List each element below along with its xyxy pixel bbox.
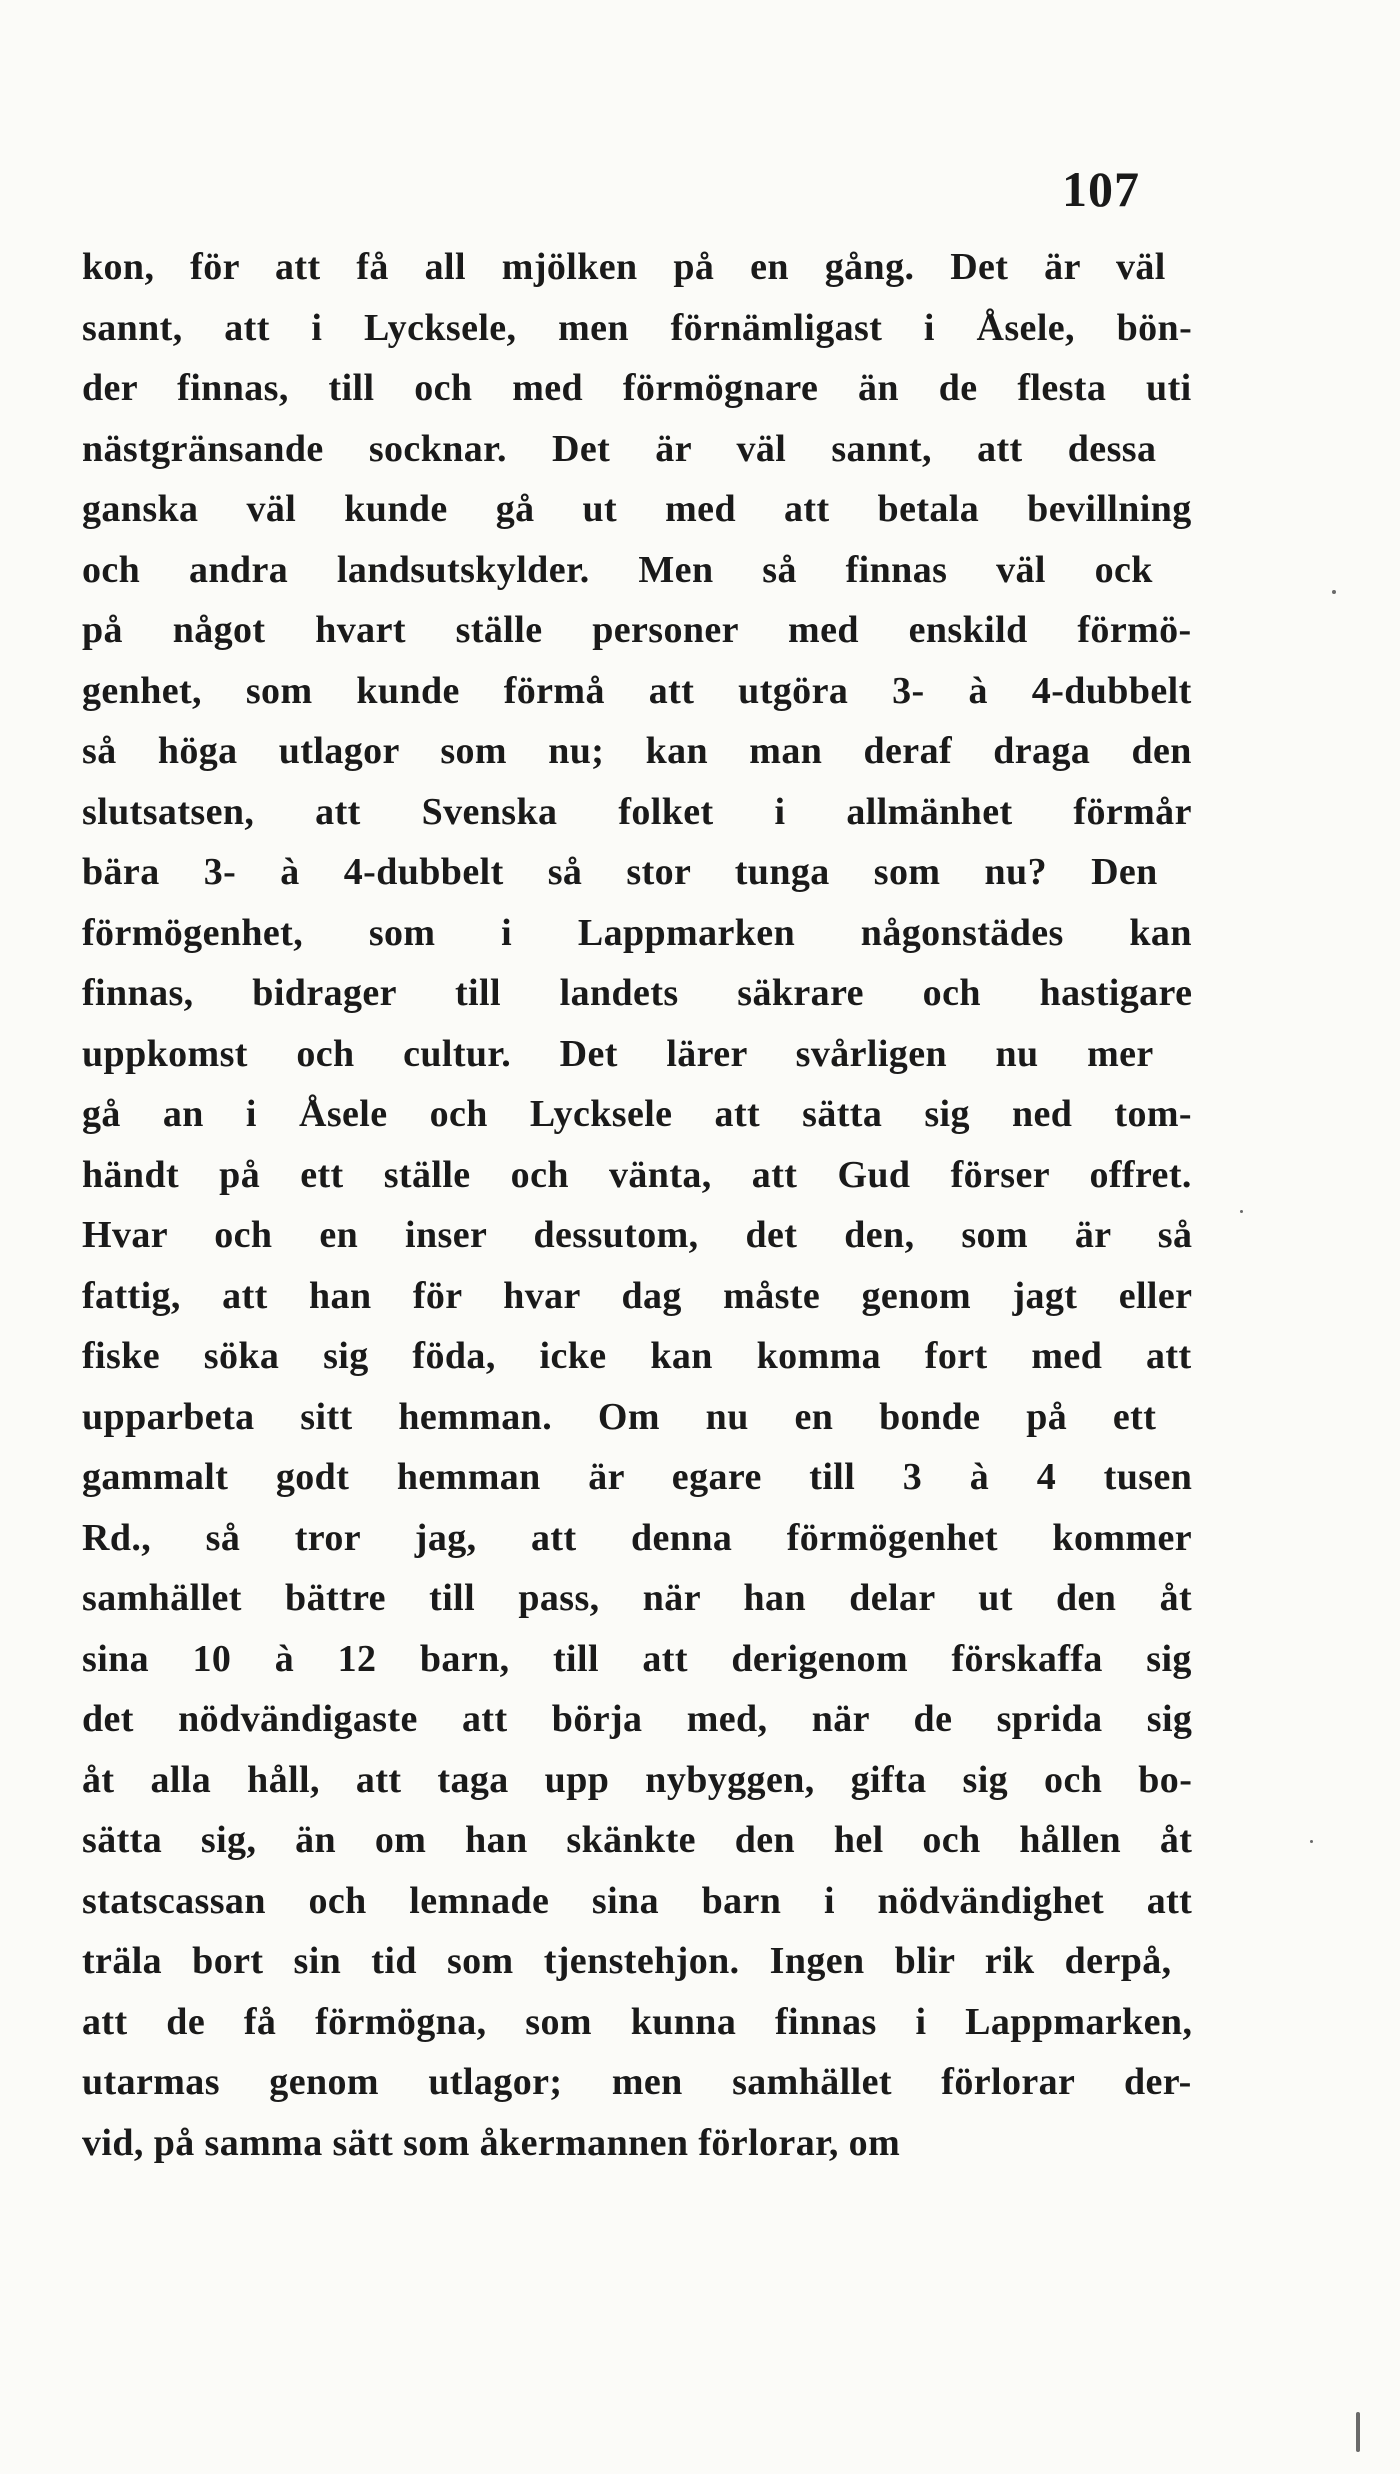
text-line: gammalt godt hemman är egare till 3 à 4 tusen	[82, 1456, 1193, 1498]
text-line: samhället bättre till pass, när han delar ut den åt	[82, 1577, 1193, 1619]
page-number: 107	[1062, 161, 1140, 217]
text-line: Hvar och en inser dessutom, det den, som är så	[82, 1214, 1193, 1256]
scan-speck	[1310, 1840, 1313, 1843]
text-line: sannt, att i Lycksele, men förnämligast i Åsele, bön-	[82, 306, 1193, 349]
text-line: kon, för att få all mjölken på en gång. Det är väl	[82, 246, 1166, 288]
scan-speck	[1332, 590, 1336, 594]
text-line: upparbeta sitt hemman. Om nu en bonde på ett	[82, 1395, 1157, 1438]
text-line: förmögenhet, som i Lappmarken någonstädes kan	[82, 911, 1192, 954]
scan-speck	[1240, 1210, 1243, 1213]
text-line: ganska väl kunde gå ut med att betala bevillning	[82, 488, 1192, 530]
text-line: Rd., så tror jag, att denna förmögenhet kommer	[82, 1516, 1193, 1559]
scan-speck	[1356, 2412, 1360, 2452]
text-line: utarmas genom utlagor; men samhället förlorar der-	[82, 2061, 1192, 2103]
text-line: träla bort sin tid som tjenstehjon. Ingen blir rik derpå,	[82, 1940, 1172, 1982]
text-line: sina 10 à 12 barn, till att derigenom förskaffa sig	[82, 1637, 1192, 1680]
text-line: bära 3- à 4-dubbelt så stor tunga som nu? Den	[82, 851, 1158, 893]
text-line: der finnas, till och med förmögnare än de flesta uti	[82, 367, 1192, 409]
text-line: att de få förmögna, som kunna finnas i Lappmarken,	[82, 2000, 1193, 2043]
text-line: åt alla håll, att taga upp nybyggen, gifta sig och bo-	[82, 1758, 1193, 1801]
text-line: nästgränsande socknar. Det är väl sannt, att dessa	[82, 427, 1157, 470]
text-line: genhet, som kunde förmå att utgöra 3- à 4-dubbelt	[82, 669, 1192, 712]
text-line: fiske söka sig föda, icke kan komma fort med att	[82, 1335, 1192, 1377]
text-line: sätta sig, än om han skänkte den hel och hållen åt	[82, 1819, 1193, 1861]
text-line: vid, på samma sätt som åkermannen förlorar, om	[82, 2121, 901, 2164]
text-line: det nödvändigaste att börja med, när de sprida sig	[82, 1698, 1193, 1740]
text-line: slutsatsen, att Svenska folket i allmänhet förmår	[82, 790, 1192, 833]
text-line: fattig, att han för hvar dag måste genom jagt eller	[82, 1274, 1193, 1317]
text-line: finnas, bidrager till landets säkrare och hastigare	[82, 972, 1193, 1014]
text-line: händt på ett ställe och vänta, att Gud förser offret.	[82, 1153, 1192, 1196]
text-line: statscassan och lemnade sina barn i nödvändighet att	[82, 1879, 1193, 1922]
body-text	[82, 237, 1192, 2173]
text-line: på något hvart ställe personer med enskild förmö-	[82, 609, 1192, 651]
text-line: uppkomst och cultur. Det lärer svårligen nu mer	[82, 1032, 1154, 1075]
text-line: och andra landsutskylder. Men så finnas väl ock	[82, 548, 1153, 591]
text-line: så höga utlagor som nu; kan man deraf draga den	[82, 730, 1192, 772]
text-line: gå an i Åsele och Lycksele att sätta sig ned tom-	[82, 1093, 1192, 1135]
